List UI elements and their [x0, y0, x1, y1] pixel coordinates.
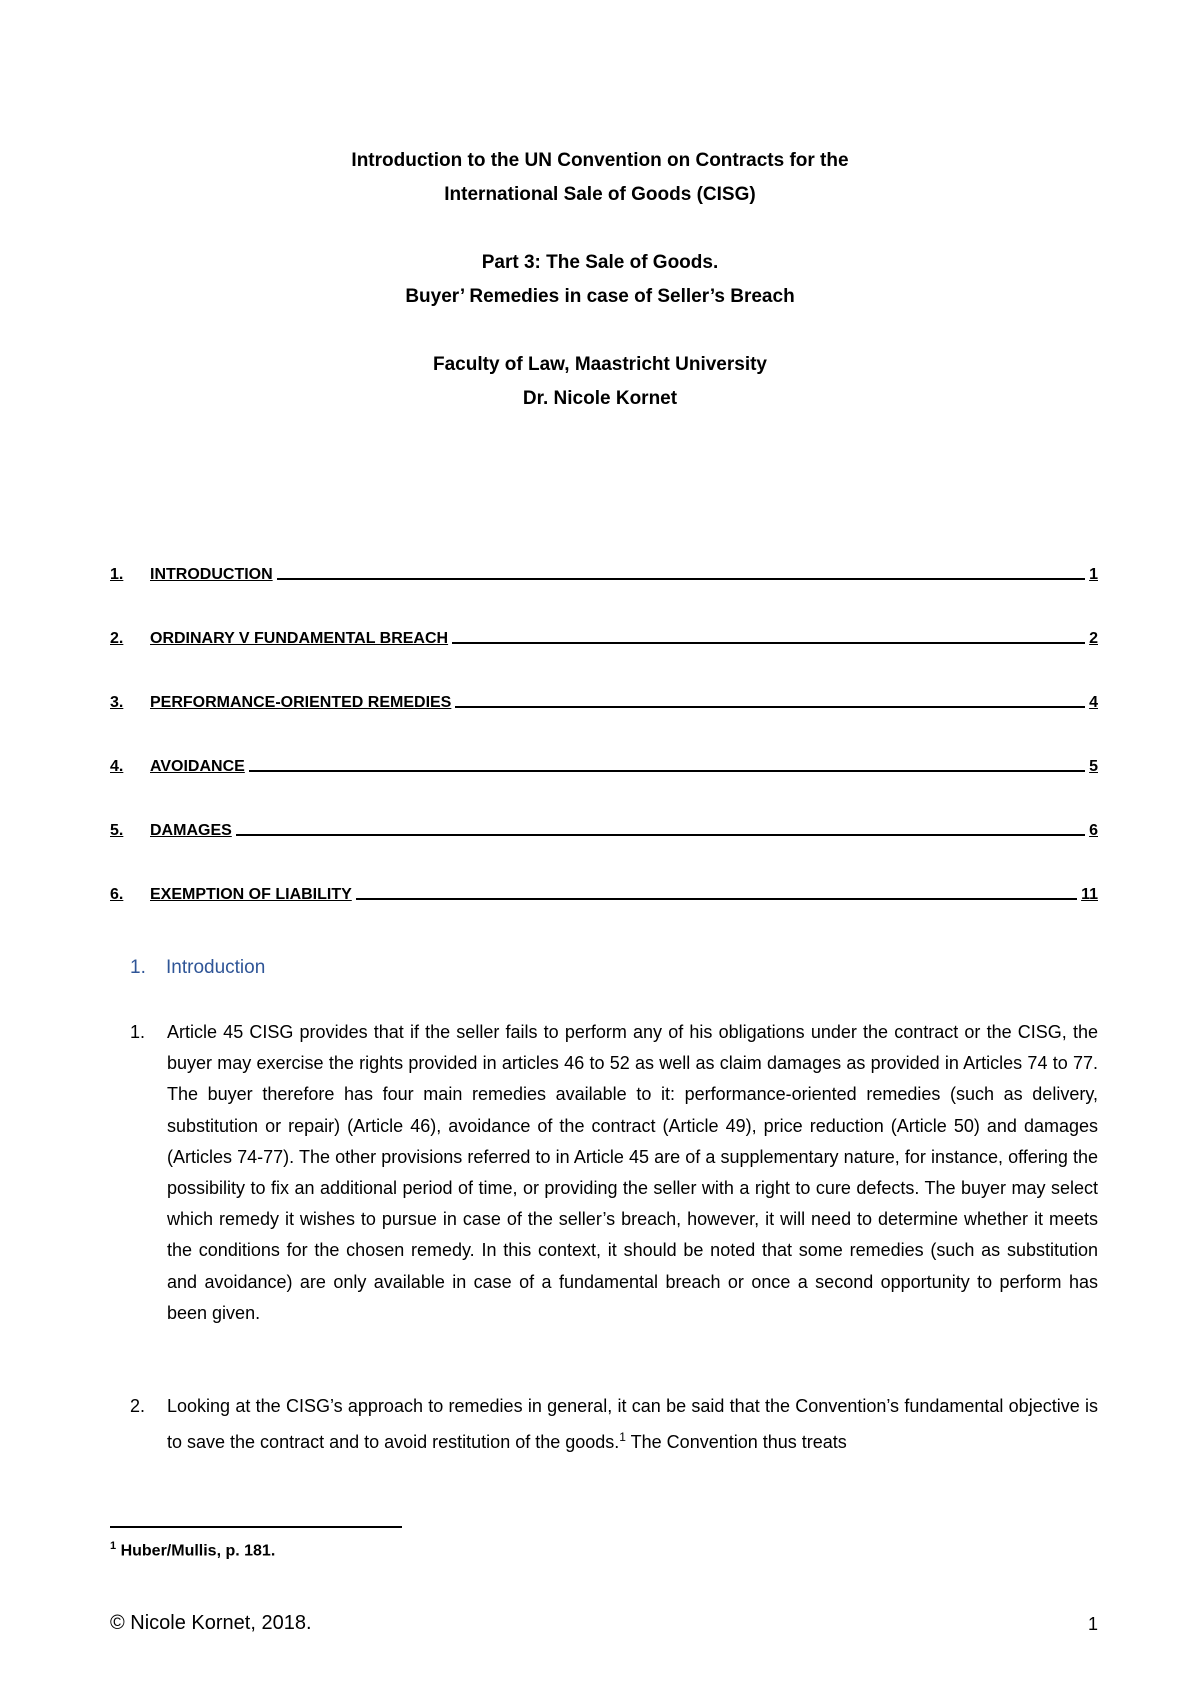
paragraph-number: 2.: [130, 1396, 146, 1416]
toc-entry-page: 5: [1089, 758, 1098, 775]
toc-entry-number: 6.: [110, 886, 124, 903]
title-line-2: International Sale of Goods (CISG): [444, 184, 756, 205]
toc-entry-label: DAMAGES: [150, 822, 232, 839]
toc-entry-page: 2: [1089, 630, 1098, 647]
toc-entry-number: 1.: [110, 566, 124, 583]
part-title-line-1: Part 3: The Sale of Goods.: [481, 252, 719, 273]
toc-entry-label: INTRODUCTION: [150, 566, 273, 583]
paragraph-number: 1.: [130, 1022, 146, 1042]
title-line-1: Introduction to the UN Convention on Contracts for the: [351, 150, 849, 171]
footnote: [110, 1540, 275, 1560]
paragraph-text-after: The Convention thus treats: [625, 1432, 847, 1453]
author: Dr. Nicole Kornet: [522, 388, 678, 409]
toc-entry-avoidance[interactable]: [110, 712, 1098, 776]
toc-entry-number: 5.: [110, 822, 124, 839]
toc-entry-introduction[interactable]: [110, 520, 1098, 584]
toc-leader-line: [356, 898, 1077, 900]
toc-entry-page: 11: [1081, 886, 1098, 903]
toc-entry-damages[interactable]: [110, 776, 1098, 840]
section-heading-introduction: [130, 957, 265, 979]
toc-entry-number: 2.: [110, 630, 124, 647]
toc-leader-line: [455, 706, 1085, 708]
toc-leader-line: [249, 770, 1085, 772]
document-title-block: [0, 144, 1200, 416]
section-title: Introduction: [166, 957, 266, 978]
paragraph-text-before: Looking at the CISG’s approach to remedies in general, it can be said that the Convention’s fundamental objective is to save the contract and to avoid restitution of the goods.: [167, 1396, 1098, 1453]
toc-entry-label: EXEMPTION OF LIABILITY: [150, 886, 352, 903]
toc-leader-line: [452, 642, 1085, 644]
paragraph-1: [130, 1017, 1098, 1329]
institution: Faculty of Law, Maastricht University: [433, 354, 767, 375]
footnote-text: Huber/Mullis, p. 181.: [116, 1542, 276, 1560]
part-title-line-2: Buyer’ Remedies in case of Seller’s Breach: [405, 286, 795, 307]
toc-leader-line: [277, 578, 1085, 580]
toc-entry-number: 4.: [110, 758, 124, 775]
toc-entry-performance-oriented-remedies[interactable]: [110, 648, 1098, 712]
toc-entry-page: 1: [1089, 566, 1098, 583]
toc-leader-line: [236, 834, 1085, 836]
toc-entry-label: ORDINARY V FUNDAMENTAL BREACH: [150, 630, 449, 647]
footer-copyright: © Nicole Kornet, 2018.: [110, 1612, 312, 1634]
table-of-contents: [110, 520, 1098, 904]
paragraph-text: [167, 1391, 1098, 1458]
paragraph-2: [130, 1391, 1098, 1458]
section-number: 1.: [130, 957, 146, 978]
footnote-separator: [110, 1526, 402, 1528]
footer-page-number: 1: [1087, 1614, 1098, 1634]
paragraph-text: Article 45 CISG provides that if the seller fails to perform any of his obligations under the contract or the CISG, the buyer may exercise the rights provided in articles 46 to 52 as well as claim damages as provided in Articles 74 to 77. The buyer therefore has four main remedies available to it: performance-oriented remedies (such as delivery, substitution or repair) (Article 46), avoidance of the contract (Article 49), price reduction (Article 50) and damages (Articles 74-77). The other provisions referred to in Article 45 are of a supplementary nature, for instance, offering the possibility to fix an additional period of time, or providing the seller with a right to cure defects. The buyer may select which remedy it wishes to pursue in case of the seller’s breach, however, it will need to determine whether it meets the conditions for the chosen remedy. In this context, it should be noted that some remedies (such as substitution and avoidance) are only available in case of a fundamental breach or once a second opportunity to perform has been given.: [167, 1022, 1098, 1323]
toc-entry-label: AVOIDANCE: [150, 758, 245, 775]
toc-entry-number: 3.: [110, 694, 124, 711]
toc-entry-exemption-of-liability[interactable]: [110, 840, 1098, 904]
footnote-reference[interactable]: 1: [619, 1430, 626, 1445]
toc-entry-ordinary-v-fundamental-breach[interactable]: [110, 584, 1098, 648]
toc-entry-page: 4: [1089, 694, 1098, 711]
toc-entry-page: 6: [1089, 822, 1098, 839]
toc-entry-label: PERFORMANCE-ORIENTED REMEDIES: [150, 694, 452, 711]
footnote-number: 1: [110, 1540, 117, 1552]
